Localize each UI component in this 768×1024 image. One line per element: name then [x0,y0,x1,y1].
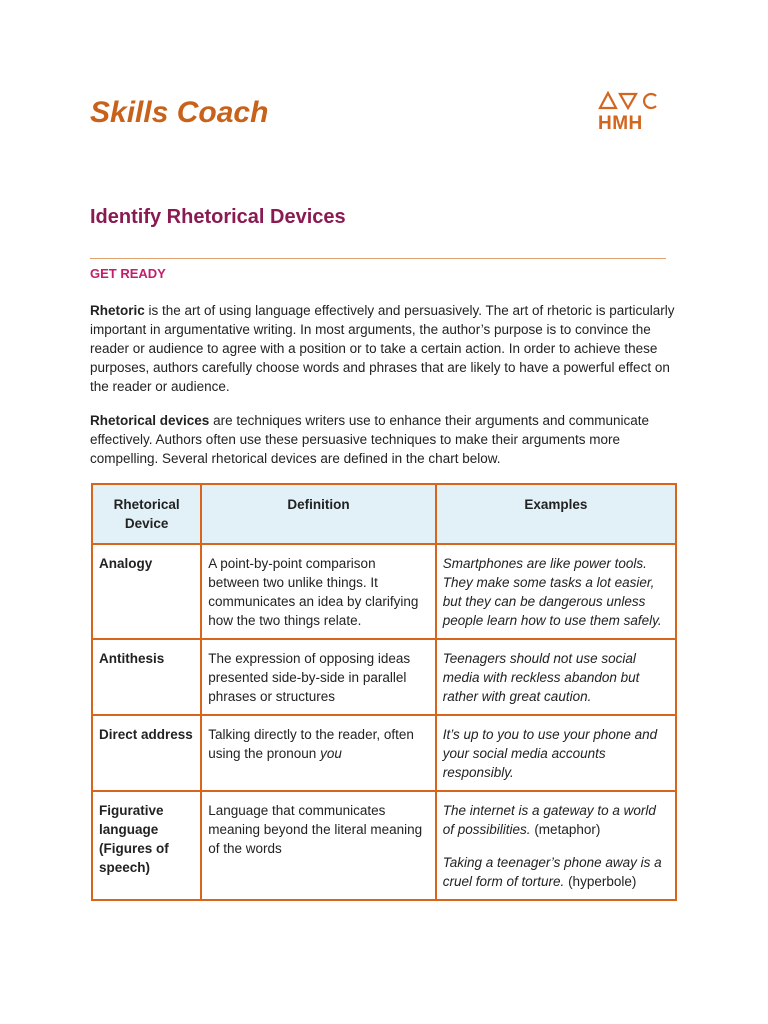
example-hyperbole [443,853,669,891]
intro-paragraph-rhetoric [90,301,680,396]
header-definition: Definition [201,484,436,544]
device-example: Smartphones are like power tools. They make some tasks a lot easier, but they can be dangerous unless people learn how to use them safely. [436,544,676,639]
table-row [92,639,676,715]
rhetorical-devices-table [91,483,677,901]
device-definition: A point-by-point comparison between two unlike things. It communicates an idea by clarifying how the two things relate. [201,544,436,639]
header-device: Rhetorical Device [92,484,201,544]
device-name: Figurative language (Figures of speech) [92,791,201,900]
table-header-row [92,484,676,544]
brand-title: Skills Coach [90,96,269,129]
table-row [92,715,676,791]
device-name: Analogy [92,544,201,639]
device-example: It’s up to you to use your phone and your social media accounts responsibly. [436,715,676,791]
device-example: Teenagers should not use social media with reckless abandon but rather with great caution. [436,639,676,715]
logo-text: HMH [598,113,643,134]
device-name: Direct address [92,715,201,791]
divider [90,258,666,259]
device-definition [201,715,436,791]
table-row [92,791,676,900]
hmh-logo [598,91,660,137]
intro-paragraph-devices [90,411,680,468]
example-note: (hyperbole) [564,874,637,889]
table-row [92,544,676,639]
definition-text: Talking directly to the reader, often using the pronoun [208,727,414,761]
example-text: The internet is a gateway to a world of possibilities. [442,803,656,837]
device-definition: The expression of opposing ideas presented side-by-side in parallel phrases or structures [201,639,436,715]
device-name: Antithesis [92,639,201,715]
example-note: (metaphor) [530,822,601,837]
example-text: Taking a teenager’s phone away is a cruel form of torture. [442,855,662,889]
header-examples: Examples [436,484,676,544]
page-title: Identify Rhetorical Devices [90,206,346,228]
intro-text-1: is the art of using language effectively and persuasively. The art of rhetoric is particularly important in argumentative writing. In most arguments, the author’s purpose is to convince the reader or audience to agree with a position or to take a certain action. In order to achieve these purposes, authors carefully choose words and phrases that are likely to have a powerful effect on the reader or audience. [90,303,675,394]
definition-emphasis: you [320,746,342,761]
device-examples [436,791,676,900]
section-label: GET READY [90,266,166,281]
example-metaphor [443,801,669,839]
term-rhetoric: Rhetoric [90,303,145,318]
intro-text-2: are techniques writers use to enhance their arguments and communicate effectively. Authors often use these persuasive techniques to make their arguments more compelling. Several rhetorical devices are defined in the chart below. [90,413,650,466]
hmh-logo-mark-icon [598,91,660,111]
term-rhetorical-devices: Rhetorical devices [90,413,210,428]
device-definition: Language that communicates meaning beyond the literal meaning of the words [201,791,436,900]
